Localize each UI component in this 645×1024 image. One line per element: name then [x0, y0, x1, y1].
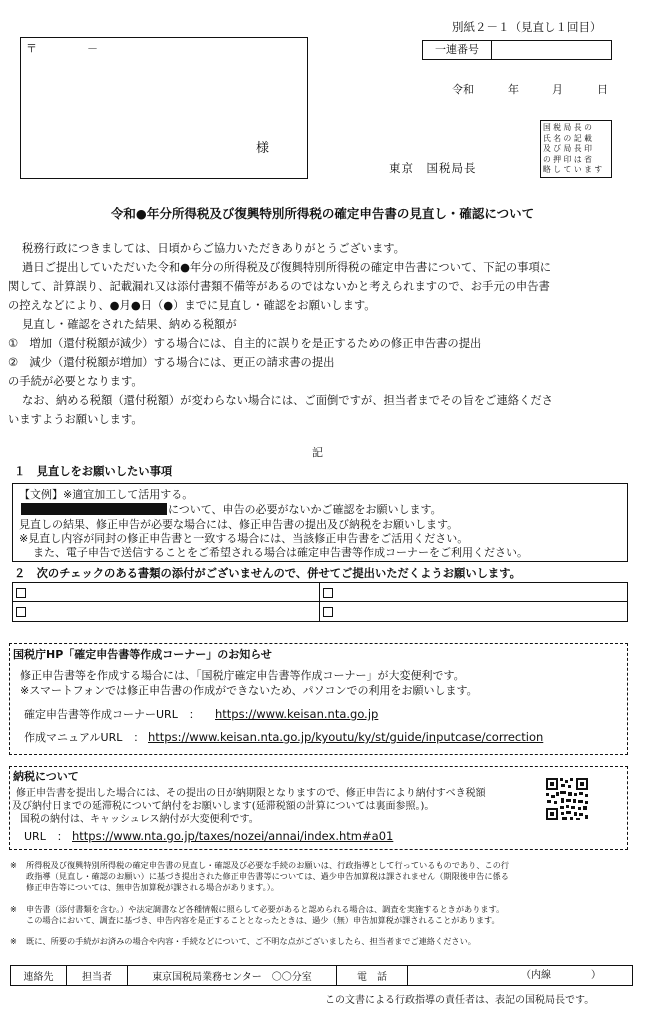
payment-url-link[interactable]: https://www.nta.go.jp/taxes/nozei/annai/index.htm#a01 — [72, 829, 394, 843]
note-line: 既に、所要の手続がお済みの場合や内容・手続などについて、ご不明な点がございましたら、担当者までご連絡ください。 — [26, 936, 476, 946]
honorific: 様 — [256, 141, 270, 156]
document-title: 令和●年分所得税及び復興特別所得税の確定申告書の見直し・確認について — [110, 206, 535, 221]
manual-url-link[interactable]: https://www.keisan.nta.go.jp/kyoutu/ky/st/guide/inputcase/correction — [148, 730, 544, 744]
postal-mark: 〒 — [26, 42, 37, 55]
note-mark: ※ — [10, 904, 17, 914]
note-line: 所得税及び復興特別所得税の確定申告書の見直し・確認及び必要な手続のお願いは、行政指導として行っているものであり、この行 — [26, 860, 510, 870]
note-line: 修正申告等については、無申告加算税が課される場合があります。）。 — [26, 882, 279, 892]
note-mark: ※ — [10, 936, 17, 946]
redaction-bar — [21, 503, 167, 515]
body-line: なお、納める税額（還付税額）が変わらない場合には、ご面倒ですが、担当者までその旨をご連絡くださ — [22, 394, 553, 407]
seal-note-line: 氏 名 の 記 載 — [543, 133, 592, 143]
body-line: ① 増加（還付税額が減少）する場合には、自主的に誤りを是正するための修正申告書の提出 — [8, 337, 482, 350]
body-line: 税務行政につきましては、日頃からご協力いただきありがとうございます。 — [22, 242, 405, 255]
phone-extension: （内線 ） — [521, 970, 601, 981]
url-label: 確定申告書等作成コーナーURL ： — [24, 708, 200, 721]
serial-label: 一連番号 — [423, 41, 492, 59]
form-id: 別紙２－１（見直し１回目） — [452, 20, 602, 34]
attachment-checklist — [12, 582, 628, 622]
section2-heading: ２ 次のチェックのある書類の添付がございませんので、併せてご提出いただくようお願いします。 — [14, 567, 521, 580]
keisan-url-link[interactable]: https://www.keisan.nta.go.jp — [215, 707, 379, 721]
person-label: 担当者 — [67, 966, 128, 985]
example-line: 見直しの結果、修正申告が必要な場合には、修正申告書の提出及び納税をお願いします。 — [19, 518, 459, 531]
date-day: 日 — [597, 83, 608, 96]
note-item — [10, 904, 636, 936]
body-paragraphs — [8, 239, 638, 429]
nta-notice-box — [9, 643, 628, 755]
payment-url-label: URL ： — [24, 830, 68, 843]
payment-line: 修正申告書を提出した場合には、その提出の日が納期限となりますので、修正申告により納付すべき税額 — [16, 788, 486, 799]
attachment-checkbox[interactable] — [16, 607, 26, 617]
attachment-checkbox[interactable] — [16, 588, 26, 598]
body-line: 関して、計算誤り、記載漏れ又は添付書類不備等があるのではないかと考えられますので、お手元の申告書 — [8, 280, 550, 293]
date-era: 令和 — [452, 83, 474, 96]
issuer: 東京 国税局長 — [389, 161, 477, 175]
body-line: の手続が必要となります。 — [8, 375, 143, 388]
seal-note-line: 及 び 局 長 印 — [543, 144, 592, 154]
payment-line: 及び納付日までの延滞税について納付をお願いします(延滞税額の計算については裏面参照。)。 — [12, 801, 435, 812]
manual-url-label: 作成マニュアルURL ： — [24, 731, 145, 744]
contact-label: 連絡先 — [11, 966, 67, 985]
section1-example-box — [12, 483, 628, 562]
note-line: 政指導（見直し・確認のお願い）に基づき提出された修正申告書等については、過少申告加算税は課されません（期限後申告に係る — [26, 871, 509, 881]
checklist-divider — [13, 601, 627, 602]
date-year: 年 — [508, 83, 519, 96]
example-line: また、電子申告で送信することをご希望される場合は確定申告書等作成コーナーをご利用ください。 — [33, 546, 528, 559]
qr-code-icon[interactable] — [545, 777, 589, 821]
note-item — [10, 860, 636, 904]
phone-label: 電 話 — [337, 966, 408, 985]
attachment-checkbox[interactable] — [323, 607, 333, 617]
seal-note-line: 国 税 局 長 の — [543, 123, 592, 132]
body-line: いますようお願いします。 — [8, 413, 143, 426]
nta-notice-heading: 国税庁HP「確定申告書等作成コーナー」のお知らせ — [13, 648, 272, 661]
seal-note-line: 略 し て い ま す — [543, 165, 603, 175]
date-month: 月 — [552, 83, 563, 96]
note-item — [10, 936, 636, 950]
note-line: この場合において、調査に基づき、申告内容を是正することとなったときは、過少（無）申告加算税が課されることがあります。 — [26, 915, 500, 925]
postal-dash: － — [87, 42, 98, 55]
example-line: ※見直し内容が同封の修正申告書と一致する場合には、当該修正申告書をご活用ください。 — [19, 532, 469, 545]
notes-section — [10, 860, 636, 950]
body-line: ② 減少（還付税額が増加）する場合には、更正の請求書の提出 — [8, 356, 335, 369]
serial-number-box — [422, 40, 612, 60]
example-line: 【文例】※適宜加工して活用する。 — [19, 488, 194, 501]
example-line: について、申告の必要がないかご確認をお願いします。 — [168, 503, 442, 516]
nta-notice-line: ※スマートフォンでは修正申告書の作成ができないため、パソコンでの利用をお願いします。 — [20, 684, 478, 697]
address-box — [20, 37, 308, 179]
contact-table — [10, 965, 633, 986]
body-line: 過日ご提出していただいた令和●年分の所得税及び復興特別所得税の確定申告書について、下記の事項に — [22, 261, 552, 274]
body-line: 見直し・確認をされた結果、納める税額が — [22, 318, 237, 331]
note-line: 申告書（添付書類を含む。）や法定調書など各種情報に照らして必要があると認められる場合は、調査を実施するときがあります。 — [26, 904, 505, 914]
payment-heading: 納税について — [13, 770, 79, 783]
seal-note-line: の 押 印 は 省 — [543, 154, 592, 164]
body-line: の控えなどにより、●月●日（●）までに見直し・確認をお願いします。 — [8, 299, 376, 312]
office-name: 東京国税局業務センター 〇〇分室 — [128, 966, 337, 985]
footer-note: この文書による行政指導の責任者は、表記の国税局長です。 — [325, 995, 595, 1006]
payment-line: 国税の納付は、キャッシュレス納付が大変便利です。 — [20, 814, 259, 825]
payment-notice-box — [9, 766, 628, 850]
note-mark: ※ — [10, 860, 17, 870]
checklist-divider — [319, 583, 320, 621]
ki-marker: 記 — [312, 446, 323, 459]
nta-notice-line: 修正申告書等を作成する場合には、「国税庁確定申告書等作成コーナー」が大変便利です。 — [20, 669, 465, 682]
seal-note-box — [540, 120, 612, 178]
attachment-checkbox[interactable] — [323, 588, 333, 598]
section1-heading: １ 見直しをお願いしたい事項 — [14, 465, 173, 478]
